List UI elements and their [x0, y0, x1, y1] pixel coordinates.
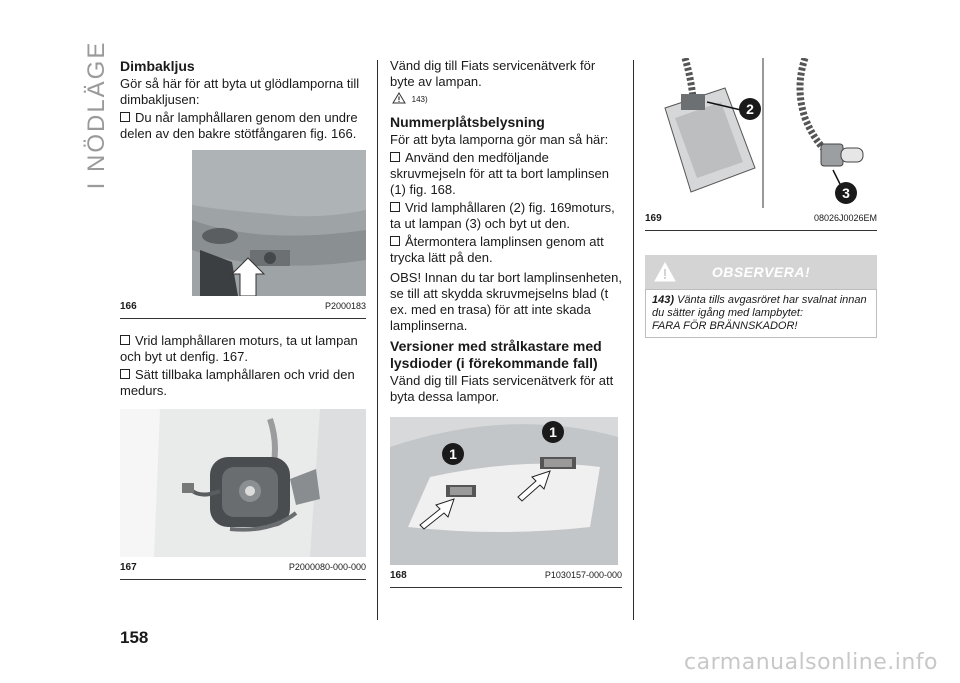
figure-168-caption [390, 567, 622, 588]
figure-code: P1030157-000-000 [544, 570, 622, 580]
marker-2: 2 [739, 98, 761, 120]
column-1 [120, 58, 366, 580]
column-3 [645, 58, 877, 338]
section-tab-label: I NÖDLÄGE [83, 40, 110, 190]
heading-nummerplatsbelysning: Nummerplåtsbelysning [390, 114, 545, 130]
figure-code: P2000080-000-000 [288, 562, 366, 572]
obs-note: OBS! Innan du tar bort lamplinsenheten, se till att skydda skruvmejselns blad (t ex. med en trasa) för att inte skada lamplinserna. [390, 270, 622, 333]
figure-168-image [390, 417, 618, 565]
step-text: Vrid lamphållaren (2) fig. 169moturs, ta ut lampan (3) och byt ut den. [390, 200, 622, 232]
figure-168 [390, 417, 622, 588]
intro-text [390, 58, 622, 90]
step-text: Återmontera lamplinsen genom att trycka lätt på den. [390, 234, 622, 266]
observera-body [645, 289, 877, 338]
figure-169-image [645, 58, 877, 208]
figure-169 [645, 58, 877, 231]
figure-number: 168 [390, 570, 407, 581]
intro-text: Gör så här för att byta ut glödlamporna till dimbakljusen: [120, 76, 360, 107]
body-text: För att byta lamporna gör man så här: [390, 132, 609, 147]
heading-led-versions: Versioner med strålkastare med lysdioder (i förekommande fall) [390, 338, 602, 371]
observera-text: Vänta tills avgasröret har svalnat innan du sätter igång med lampbytet: [652, 294, 867, 319]
figure-167-caption [120, 559, 366, 580]
column-divider [633, 60, 634, 620]
observera-banner [645, 255, 877, 289]
step-text: Använd den medföljande skruvmejseln för att ta bort lamplinsen (1) fig. 168. [390, 150, 622, 198]
figure-number: 166 [120, 301, 137, 312]
step-text: Sätt tillbaka lamphållaren och vrid den medurs. [120, 367, 366, 399]
watermark-logo: carmanualsonline.info [684, 650, 938, 675]
warning-reference [392, 92, 622, 108]
intro-sentence: Vänd dig till Fiats servicenätverk för byte av lampan. [390, 58, 596, 89]
marker-1: 1 [442, 443, 464, 465]
figure-code: P2000183 [324, 301, 366, 311]
figure-166 [120, 150, 366, 319]
section-tab [82, 40, 112, 190]
figure-code: 08026J0026EM [813, 213, 877, 223]
figure-166-image [120, 150, 366, 296]
marker-1: 1 [542, 421, 564, 443]
step-text: Vrid lamphållaren moturs, ta ut lampan och byt ut denfig. 167. [120, 333, 366, 365]
step-text: Du når lamphållaren genom den undre delen av den bakre stötfångaren fig. 166. [120, 110, 366, 142]
heading-dimbakljus: Dimbakljus [120, 58, 195, 74]
reference-number: 143) [411, 95, 428, 104]
column-divider [377, 60, 378, 620]
body-text: Vänd dig till Fiats servicenätverk för att byta dessa lampor. [390, 373, 614, 404]
observera-title: OBSERVERA! [711, 264, 811, 280]
observera-warning: FARA FÖR BRÄNNSKADOR! [652, 320, 798, 332]
marker-3: 3 [835, 182, 857, 204]
figure-number: 167 [120, 562, 137, 573]
warning-icon [392, 92, 406, 104]
figure-166-caption [120, 298, 366, 319]
figure-167-image [120, 409, 366, 557]
figure-number: 169 [645, 213, 662, 224]
column-2 [390, 58, 622, 588]
figure-169-caption [645, 210, 877, 231]
figure-167 [120, 409, 366, 580]
page-number: 158 [120, 628, 149, 647]
observera-number: 143) [652, 294, 675, 306]
